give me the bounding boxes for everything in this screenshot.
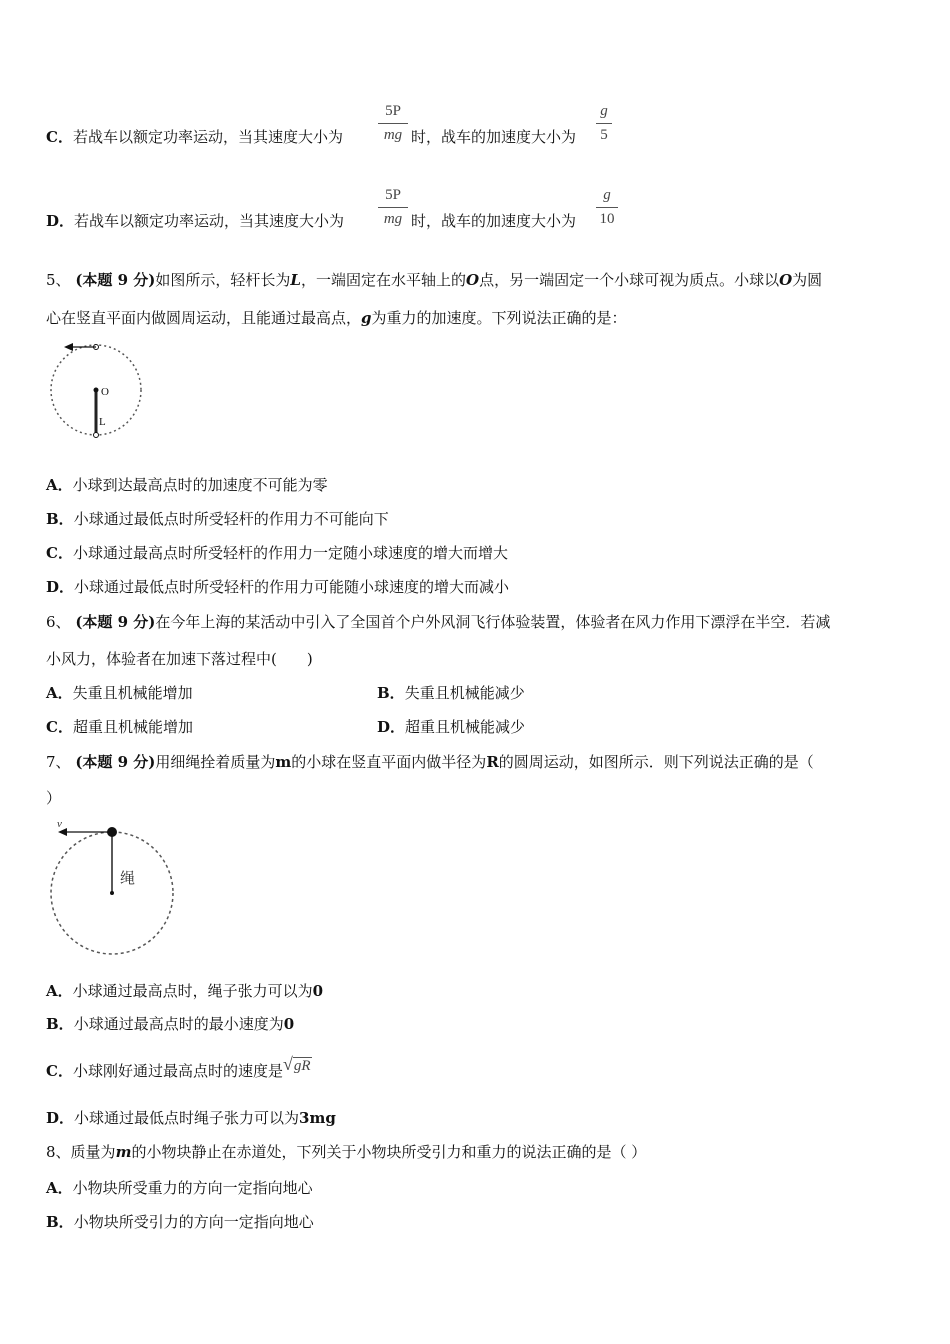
- option-text: 失重且机械能减少: [404, 684, 525, 702]
- velocity-arrow-head: [64, 343, 73, 351]
- option-text: 小球通过最低点时所受轻杆的作用力可能随小球速度的增大而减小: [74, 578, 510, 596]
- option-label: B．: [46, 1213, 74, 1231]
- q7-option-a[interactable]: [46, 981, 323, 1001]
- label-l: L: [99, 416, 106, 428]
- question-text: 的圆周运动，如图所示．则下列说法正确的是（: [498, 753, 814, 771]
- question-text: 如图所示，轻杆长为: [155, 271, 291, 289]
- var-g: g: [361, 309, 372, 327]
- option-value: 0: [312, 982, 324, 1000]
- question-number: 7、: [46, 753, 71, 771]
- fraction-numerator: g: [603, 187, 611, 203]
- q5-option-d[interactable]: [46, 577, 509, 597]
- question-text: 小风力，体验者在加速下落过程中( ): [46, 650, 313, 668]
- question-text: 点，另一端固定一个小球可视为质点。小球以: [479, 271, 780, 289]
- option-text: 小球通过最高点时所受轻杆的作用力一定随小球速度的增大而增大: [72, 544, 508, 562]
- q8-option-a[interactable]: [46, 1178, 313, 1198]
- option-label: C．: [46, 128, 73, 146]
- q7-figure-rope-circle: [46, 815, 181, 960]
- question-text: 心在竖直平面内做圆周运动，且能通过最高点，: [46, 309, 362, 327]
- fraction-bar: [378, 207, 408, 208]
- question-tag: (本题 9 分): [75, 613, 156, 631]
- option-label: B．: [46, 510, 74, 528]
- option-label: A．: [46, 982, 73, 1000]
- question-text: 用细绳拴着质量为: [155, 753, 276, 771]
- question-tag: (本题 9 分): [75, 271, 156, 289]
- fraction-bar: [596, 123, 612, 124]
- option-text: 小球通过最低点时所受轻杆的作用力不可能向下: [73, 510, 389, 528]
- axis-point: [94, 388, 99, 393]
- q7-line1: [46, 752, 814, 772]
- var-o: O: [779, 271, 793, 289]
- center-point: [110, 891, 114, 895]
- q5-option-a[interactable]: [46, 475, 328, 495]
- label-o: O: [101, 386, 109, 398]
- q6-option-d[interactable]: [377, 717, 525, 737]
- option-value: 0: [283, 1015, 295, 1033]
- option-label: B．: [377, 684, 405, 702]
- fraction-denominator: 5: [600, 127, 608, 143]
- q7-line2: [46, 788, 61, 808]
- question-text: 质量为: [70, 1143, 116, 1161]
- fraction-numerator: 5P: [385, 103, 401, 119]
- option-text: 小球通过最高点时的最小速度为: [73, 1015, 284, 1033]
- question-text: ）: [46, 789, 62, 807]
- var-r: R: [486, 753, 499, 771]
- option-text: 小物块所受引力的方向一定指向地心: [73, 1213, 314, 1231]
- q5-figure-rod-circle: [44, 338, 154, 448]
- q8-option-b[interactable]: [46, 1212, 314, 1232]
- q6-option-c[interactable]: [46, 717, 193, 737]
- fraction-g-over-5: [596, 103, 612, 143]
- q6-line2: [46, 649, 313, 669]
- fraction-g-over-10: [596, 187, 618, 227]
- question-text: 为重力的加速度。下列说法正确的是：: [371, 309, 627, 327]
- q6-option-b[interactable]: [377, 683, 525, 703]
- question-text: 的小物块静止在赤道处，下列关于小物块所受引力和重力的说法正确的是（ ）: [131, 1143, 647, 1161]
- option-label: B．: [46, 1015, 74, 1033]
- q5-option-b[interactable]: [46, 509, 389, 529]
- question-number: 5、: [46, 271, 71, 289]
- q7-option-c[interactable]: [46, 1054, 312, 1082]
- option-text: 超重且机械能增加: [72, 718, 193, 736]
- option-text: 若战车以额定功率运动，当其速度大小为: [74, 212, 345, 230]
- option-label: C．: [46, 718, 73, 736]
- fraction-denominator: mg: [383, 127, 403, 143]
- option-text: 小球到达最高点时的加速度不可能为零: [72, 476, 328, 494]
- option-text: 小物块所受重力的方向一定指向地心: [72, 1179, 313, 1197]
- question-number: 8、: [46, 1143, 71, 1161]
- fraction-denominator: 10: [599, 211, 615, 227]
- option-label: D．: [46, 1109, 75, 1127]
- fraction-bar: [596, 207, 618, 208]
- option-label: A．: [46, 1179, 73, 1197]
- question-text: 的小球在竖直平面内做半径为: [291, 753, 487, 771]
- option-text: 小球通过最低点时绳子张力可以为: [74, 1109, 300, 1127]
- option-text: 时，战车的加速度大小为: [411, 212, 577, 230]
- option-text: 小球通过最高点时，绳子张力可以为: [72, 982, 313, 1000]
- option-d-middle: [411, 211, 576, 231]
- question-text: 在今年上海的某活动中引入了全国首个户外风洞飞行体验装置，体验者在风力作用下漂浮在半空．若减: [155, 613, 831, 631]
- option-d-line: [46, 211, 344, 231]
- fraction-5p-over-mg: [378, 187, 408, 227]
- sqrt-expression: [283, 1054, 312, 1076]
- option-c-line: [46, 127, 343, 147]
- label-rope: 绳: [120, 869, 136, 887]
- q6-option-a[interactable]: [46, 683, 193, 703]
- option-label: A．: [46, 476, 73, 494]
- option-label: C．: [46, 1062, 73, 1080]
- option-label: D．: [46, 578, 75, 596]
- option-text: 超重且机械能减少: [405, 718, 526, 736]
- option-value: 3mg: [299, 1109, 336, 1127]
- option-label: A．: [46, 684, 73, 702]
- q5-option-c[interactable]: [46, 543, 508, 563]
- radical-sign: √: [282, 1054, 293, 1074]
- radicand: gR: [293, 1058, 311, 1074]
- q6-line1: [46, 612, 830, 632]
- q5-line2: [46, 308, 627, 328]
- var-o: O: [465, 271, 480, 289]
- q5-line1: [46, 270, 822, 290]
- option-label: C．: [46, 544, 73, 562]
- question-number: 6、: [46, 613, 71, 631]
- option-label: D．: [46, 212, 75, 230]
- question-text: ，一端固定在水平轴上的: [300, 271, 466, 289]
- q7-option-d[interactable]: [46, 1108, 336, 1128]
- var-m: m: [115, 1143, 132, 1161]
- option-text: 时，战车的加速度大小为: [411, 128, 577, 146]
- option-text: 小球刚好通过最高点时的速度是: [72, 1062, 283, 1080]
- bottom-ball: [94, 433, 99, 438]
- option-text: 失重且机械能增加: [72, 684, 193, 702]
- fraction-numerator: g: [600, 103, 608, 119]
- question-tag: (本题 9 分): [75, 753, 156, 771]
- option-c-middle: [411, 127, 576, 147]
- option-text: 若战车以额定功率运动，当其速度大小为: [72, 128, 343, 146]
- var-m: m: [275, 753, 292, 771]
- option-label: D．: [377, 718, 406, 736]
- question-text: 为圆: [792, 271, 823, 289]
- fraction-numerator: 5P: [385, 187, 401, 203]
- q8-line1: [46, 1142, 646, 1162]
- var-l: L: [290, 271, 301, 289]
- fraction-bar: [378, 123, 408, 124]
- label-v: v: [57, 818, 62, 830]
- q7-option-b[interactable]: [46, 1014, 294, 1034]
- fraction-denominator: mg: [383, 211, 403, 227]
- fraction-5p-over-mg: [378, 103, 408, 143]
